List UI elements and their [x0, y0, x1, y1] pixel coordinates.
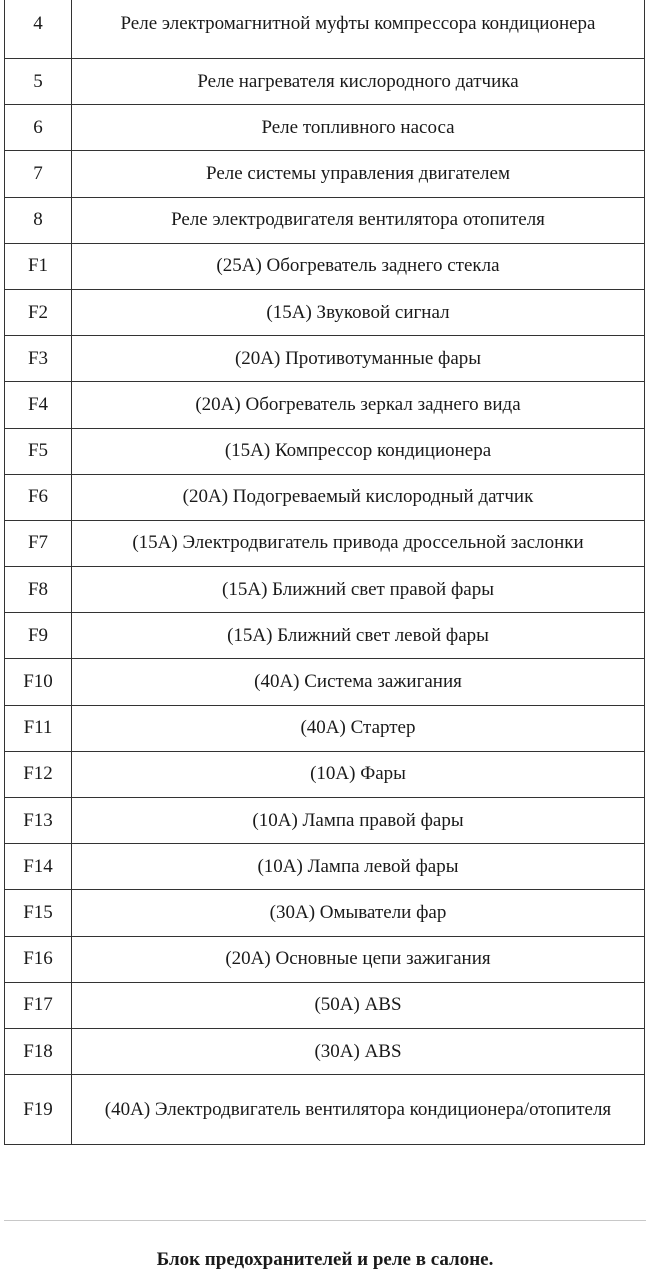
fuse-relay-table-body — [5, 0, 645, 1145]
fuse-number-cell: F4 — [5, 382, 72, 428]
table-row — [5, 936, 645, 982]
fuse-description-cell: (10А) Лампа левой фары — [72, 844, 645, 890]
fuse-description-cell: (30А) Омыватели фар — [72, 890, 645, 936]
table-row — [5, 890, 645, 936]
fuse-description-cell: (20А) Основные цепи зажигания — [72, 936, 645, 982]
fuse-number-cell: 5 — [5, 59, 72, 105]
fuse-description-cell: (15А) Компрессор кондиционера — [72, 428, 645, 474]
fuse-number-cell: F14 — [5, 844, 72, 890]
fuse-number-cell: 6 — [5, 105, 72, 151]
fuse-number-cell: F3 — [5, 336, 72, 382]
table-row — [5, 1028, 645, 1074]
fuse-description-cell: (40А) Стартер — [72, 705, 645, 751]
fuse-number-cell: F9 — [5, 613, 72, 659]
table-row — [5, 567, 645, 613]
fuse-number-cell: F5 — [5, 428, 72, 474]
fuse-description-cell: Реле электродвигателя вентилятора отопителя — [72, 197, 645, 243]
fuse-description-cell: (10А) Лампа правой фары — [72, 798, 645, 844]
fuse-description-cell: (25А) Обогреватель заднего стекла — [72, 243, 645, 289]
table-row — [5, 659, 645, 705]
table-row — [5, 243, 645, 289]
table-row — [5, 798, 645, 844]
fuse-number-cell: F18 — [5, 1028, 72, 1074]
table-row — [5, 0, 645, 59]
fuse-number-cell: F19 — [5, 1075, 72, 1145]
table-row — [5, 197, 645, 243]
table-row — [5, 289, 645, 335]
fuse-description-cell: Реле топливного насоса — [72, 105, 645, 151]
section-divider — [4, 1220, 646, 1221]
table-row — [5, 982, 645, 1028]
table-row — [5, 105, 645, 151]
table-row — [5, 428, 645, 474]
fuse-number-cell: F7 — [5, 520, 72, 566]
fuse-number-cell: F17 — [5, 982, 72, 1028]
table-row — [5, 751, 645, 797]
fuse-relay-table — [4, 0, 645, 1145]
fuse-description-cell: (30А) ABS — [72, 1028, 645, 1074]
table-row — [5, 59, 645, 105]
table-row — [5, 151, 645, 197]
fuse-number-cell: F1 — [5, 243, 72, 289]
fuse-number-cell: F16 — [5, 936, 72, 982]
fuse-description-cell: (15А) Ближний свет левой фары — [72, 613, 645, 659]
table-row — [5, 844, 645, 890]
fuse-number-cell: F2 — [5, 289, 72, 335]
fuse-number-cell: 8 — [5, 197, 72, 243]
table-row — [5, 520, 645, 566]
table-row — [5, 382, 645, 428]
table-row — [5, 705, 645, 751]
fuse-number-cell: F6 — [5, 474, 72, 520]
table-row — [5, 1075, 645, 1145]
table-row — [5, 474, 645, 520]
fuse-description-cell: Реле электромагнитной муфты компрессора кондиционера — [72, 0, 645, 59]
fuse-description-cell: (40А) Система зажигания — [72, 659, 645, 705]
fuse-number-cell: F15 — [5, 890, 72, 936]
fuse-number-cell: 4 — [5, 0, 72, 59]
fuse-description-cell: (15А) Звуковой сигнал — [72, 289, 645, 335]
fuse-number-cell: F13 — [5, 798, 72, 844]
fuse-number-cell: F11 — [5, 705, 72, 751]
fuse-description-cell: (20А) Подогреваемый кислородный датчик — [72, 474, 645, 520]
fuse-description-cell: Реле нагревателя кислородного датчика — [72, 59, 645, 105]
fuse-number-cell: F8 — [5, 567, 72, 613]
table-row — [5, 613, 645, 659]
fuse-description-cell: (15А) Электродвигатель привода дроссельной заслонки — [72, 520, 645, 566]
fuse-description-cell: (50А) ABS — [72, 982, 645, 1028]
table-row — [5, 336, 645, 382]
section-title: Блок предохранителей и реле в салоне. — [156, 1249, 494, 1270]
fuse-description-cell: (40А) Электродвигатель вентилятора кондиционера/отопителя — [72, 1075, 645, 1145]
fuse-number-cell: F10 — [5, 659, 72, 705]
fuse-description-cell: (20А) Обогреватель зеркал заднего вида — [72, 382, 645, 428]
fuse-description-cell: Реле системы управления двигателем — [72, 151, 645, 197]
fuse-number-cell: 7 — [5, 151, 72, 197]
fuse-description-cell: (10А) Фары — [72, 751, 645, 797]
fuse-number-cell: F12 — [5, 751, 72, 797]
fuse-description-cell: (15А) Ближний свет правой фары — [72, 567, 645, 613]
fuse-description-cell: (20А) Противотуманные фары — [72, 336, 645, 382]
